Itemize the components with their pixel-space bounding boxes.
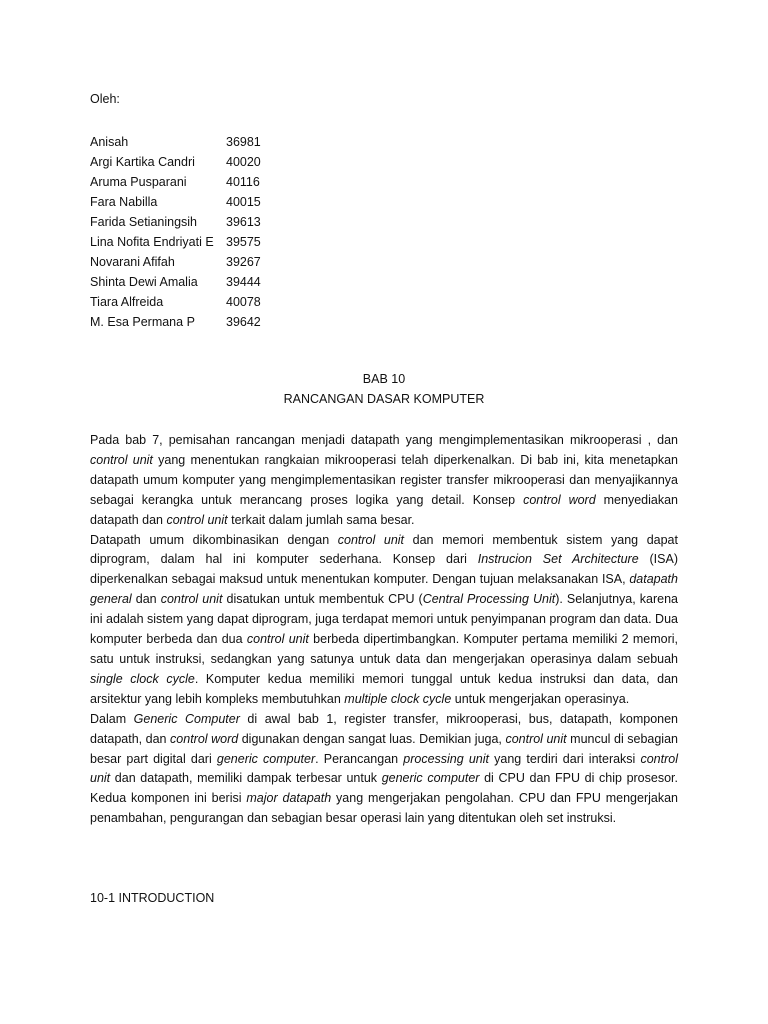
italic-term: Instrucion Set Architecture: [477, 552, 639, 567]
author-id: 40020: [226, 155, 261, 169]
author-row: [90, 152, 261, 172]
text-run: dan: [131, 592, 161, 607]
author-id: 39575: [226, 235, 261, 249]
authors-list: [90, 132, 261, 332]
italic-term: major datapath: [246, 791, 332, 806]
text-run: menyediakan datapath dan: [90, 492, 678, 527]
italic-term: control unit: [505, 731, 567, 746]
italic-term: control unit: [246, 632, 309, 647]
author-row: [90, 252, 261, 272]
chapter-number: BAB 10: [362, 372, 406, 386]
italic-term: Central Processing Unit: [422, 592, 556, 607]
italic-term: control unit: [90, 751, 679, 786]
author-row: [90, 312, 261, 332]
author-name: Lina Nofita Endriyati E: [90, 235, 214, 249]
author-row: [90, 292, 261, 312]
text-run: di CPU dan FPU di chip prosesor. Kedua komponen ini berisi: [90, 771, 678, 806]
text-run: Pada bab 7, pemisahan rancangan menjadi datapath yang mengimplementasikan mikrooperasi , dan: [90, 433, 678, 447]
author-id: 39444: [226, 275, 261, 289]
text-run: Datapath umum dikombinasikan dengan: [90, 532, 338, 547]
author-name: Fara Nabilla: [90, 195, 158, 209]
italic-term: control unit: [90, 452, 153, 467]
text-run: digunakan dengan sangat luas. Demikian juga,: [238, 731, 506, 746]
author-row: [90, 192, 261, 212]
author-name: Argi Kartika Candri: [90, 155, 195, 169]
author-row: [90, 212, 261, 232]
author-name: Farida Setianingsih: [90, 215, 198, 229]
author-row: [90, 132, 261, 152]
text-run: (ISA) diperkenalkan sebagai maksud untuk menentukan komputer. Dengan tujuan melaksanakan ISA,: [90, 552, 678, 587]
italic-term: control word: [523, 492, 596, 507]
author-name: M. Esa Permana P: [90, 315, 195, 329]
author-id: 36981: [226, 135, 261, 149]
body-text: [90, 431, 678, 829]
italic-term: datapath general: [90, 572, 678, 607]
text-run: disatukan untuk membentuk CPU (: [222, 592, 423, 607]
italic-term: generic computer: [216, 751, 316, 766]
text-run: ). Selanjutnya, karena ini adalah sistem yang dapat diprogram, juga terdapat memori untuk penyimpanan program dan data. Dua komputer berbeda dan dua: [90, 592, 678, 647]
author-name: Novarani Afifah: [90, 255, 175, 269]
text-run: yang mengerjakan pengolahan. CPU dan FPU mengerjakan penambahan, pengurangan dan sebagian besar operasi lain yang ditentukan oleh set instruksi.: [90, 791, 678, 826]
text-run: di awal bab 1, register transfer, mikrooperasi, bus, datapath, komponen datapath, dan: [90, 711, 679, 746]
text-run: yang terdiri dari interaksi: [489, 751, 641, 766]
italic-term: Generic Computer: [133, 711, 240, 726]
italic-term: control unit: [166, 512, 228, 527]
text-run: untuk mengerjakan operasinya.: [451, 691, 630, 706]
author-id: 40078: [226, 295, 261, 309]
paragraph: [90, 431, 678, 531]
italic-term: multiple clock cycle: [344, 691, 452, 706]
author-name: Tiara Alfreida: [90, 295, 164, 309]
author-id: 40015: [226, 195, 261, 209]
text-run: dan datapath, memiliki dampak terbesar untuk: [110, 771, 382, 786]
italic-term: control unit: [337, 532, 405, 547]
text-run: berbeda dipertimbangkan. Komputer pertama memiliki 2 memori, satu untuk instruksi, sedangkan yang satunya untuk data dan mengerjakan operasinya dalam sebuah: [90, 632, 678, 666]
text-run: . Komputer kedua memiliki memori tunggal untuk kedua instruksi dan data, dan arsitektur yang lebih kompleks membutuhkan: [90, 671, 678, 706]
author-row: [90, 172, 261, 192]
chapter-title: RANCANGAN DASAR KOMPUTER: [283, 392, 485, 406]
text-run: yang menentukan rangkaian mikrooperasi telah diperkenalkan. Di bab ini, kita menetapkan datapath umum komputer yang mengimplementasikan register transfer mikrooperasi dan menyajikannya sebagai kerangka untuk merancang proses logika yang detail. Konsep: [90, 452, 679, 507]
italic-term: control unit: [160, 592, 223, 607]
author-id: 39613: [226, 215, 261, 229]
author-id: 39642: [226, 315, 261, 329]
paragraph: [90, 531, 678, 710]
text-run: dan memori membentuk sistem yang dapat diprogram, dalam hal ini komputer sederhana. Konsep dari: [90, 532, 678, 567]
author-name: Anisah: [90, 135, 129, 149]
authors-label: Oleh:: [90, 92, 120, 106]
author-id: 40116: [226, 175, 260, 189]
italic-term: control word: [170, 731, 239, 746]
section-heading: 10-1 INTRODUCTION: [90, 891, 215, 905]
text-run: Dalam: [90, 711, 134, 726]
author-row: [90, 272, 261, 292]
author-name: Aruma Pusparani: [90, 175, 187, 189]
text-run: muncul di sebagian besar part digital dari: [90, 731, 678, 766]
text-run: terkait dalam jumlah sama besar.: [227, 512, 415, 527]
italic-term: single clock cycle: [90, 671, 195, 686]
author-row: [90, 232, 261, 252]
italic-term: generic computer: [381, 771, 480, 786]
paragraph: [90, 710, 678, 829]
author-id: 39267: [226, 255, 261, 269]
text-run: . Perancangan: [315, 751, 404, 766]
author-name: Shinta Dewi Amalia: [90, 275, 198, 289]
italic-term: processing unit: [403, 751, 490, 766]
